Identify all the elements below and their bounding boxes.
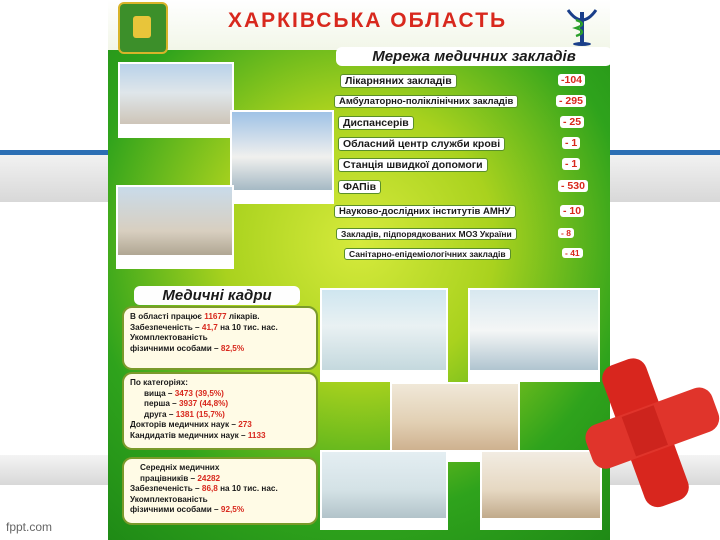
network-row-label: Науково-дослідних інститутів АМНУ [334, 205, 516, 218]
network-row-value: - 8 [558, 228, 574, 238]
dialysis-room-photo [320, 450, 448, 530]
medical-emblem-icon [562, 4, 602, 46]
network-row-value: - 10 [560, 205, 584, 217]
network-row-value: - 41 [562, 248, 583, 258]
diagnostics-room-photo [468, 288, 600, 382]
poster-header [108, 0, 610, 50]
info-line: В області працює 11677 лікарів. [130, 312, 260, 321]
coat-of-arms-icon [118, 2, 168, 54]
network-row-value: - 530 [558, 180, 588, 192]
staff-nurses-box [122, 457, 318, 525]
staff-doctors-box [122, 306, 318, 370]
info-line: Укомплектованість [130, 333, 208, 342]
network-title: Мережа медичних закладів [336, 47, 610, 66]
network-row-label: Закладів, підпорядкованих МОЗ України [336, 228, 517, 240]
network-row-value: - 25 [560, 116, 584, 128]
watermark: fppt.com [6, 520, 53, 534]
hospital-building-photo [118, 62, 234, 138]
staff-title: Медичні кадри [134, 286, 300, 305]
network-row-label: Амбулаторно-поліклінічних закладів [334, 95, 518, 108]
photo-caption-strip [482, 518, 600, 528]
network-row-label: Диспансерів [338, 116, 414, 130]
poster [108, 0, 610, 540]
info-line: Кандидатів медичних наук – 1133 [130, 430, 266, 440]
photo-caption-strip [120, 124, 232, 136]
info-line: По категоріях: [130, 378, 189, 387]
network-row-value: - 1 [562, 137, 580, 149]
clinic-building-photo [230, 110, 334, 204]
info-line: друга – 1381 (15,7%) [144, 409, 225, 419]
info-line: фізичними особами – 92,5% [130, 505, 245, 514]
info-line: Докторів медичних наук – 273 [130, 420, 252, 429]
info-line: Забезпеченість – 86,8 на 10 тис. нас. [130, 484, 278, 493]
photo-caption-strip [470, 370, 598, 380]
photo-caption-strip [118, 255, 232, 267]
network-row-value: -104 [558, 74, 585, 86]
network-row-label: Лікарняних закладів [340, 74, 457, 88]
poster-title: ХАРКІВСЬКА ОБЛАСТЬ [228, 9, 508, 32]
network-row-label: Санітарно-епідеміологічних закладів [344, 248, 511, 260]
info-line: фізичними особами – 82,5% [130, 343, 245, 353]
network-row-label: ФАПів [338, 180, 381, 194]
institute-building-photo [116, 185, 234, 269]
info-line: вища – 3473 (39,5%) [144, 388, 224, 398]
photo-caption-strip [232, 190, 332, 202]
info-line: Середніх медичних [140, 463, 220, 472]
info-line: перша – 3937 (44,8%) [144, 399, 229, 408]
bandage-cross-icon [582, 345, 720, 515]
info-line: Укомплектованість [130, 494, 208, 504]
photo-caption-strip [322, 518, 446, 528]
info-line: працівників – 24282 [140, 473, 221, 483]
network-row-value: - 1 [562, 158, 580, 170]
info-line: Забезпеченість – 41,7 на 10 тис. нас. [130, 322, 278, 332]
network-row-label: Станція швидкої допомоги [338, 158, 488, 172]
staff-categories-box [122, 372, 318, 450]
photo-caption-strip [322, 370, 446, 380]
network-row-value: - 295 [556, 95, 586, 107]
network-row-label: Обласний центр служби крові [338, 137, 505, 151]
ward-photo [320, 288, 448, 382]
